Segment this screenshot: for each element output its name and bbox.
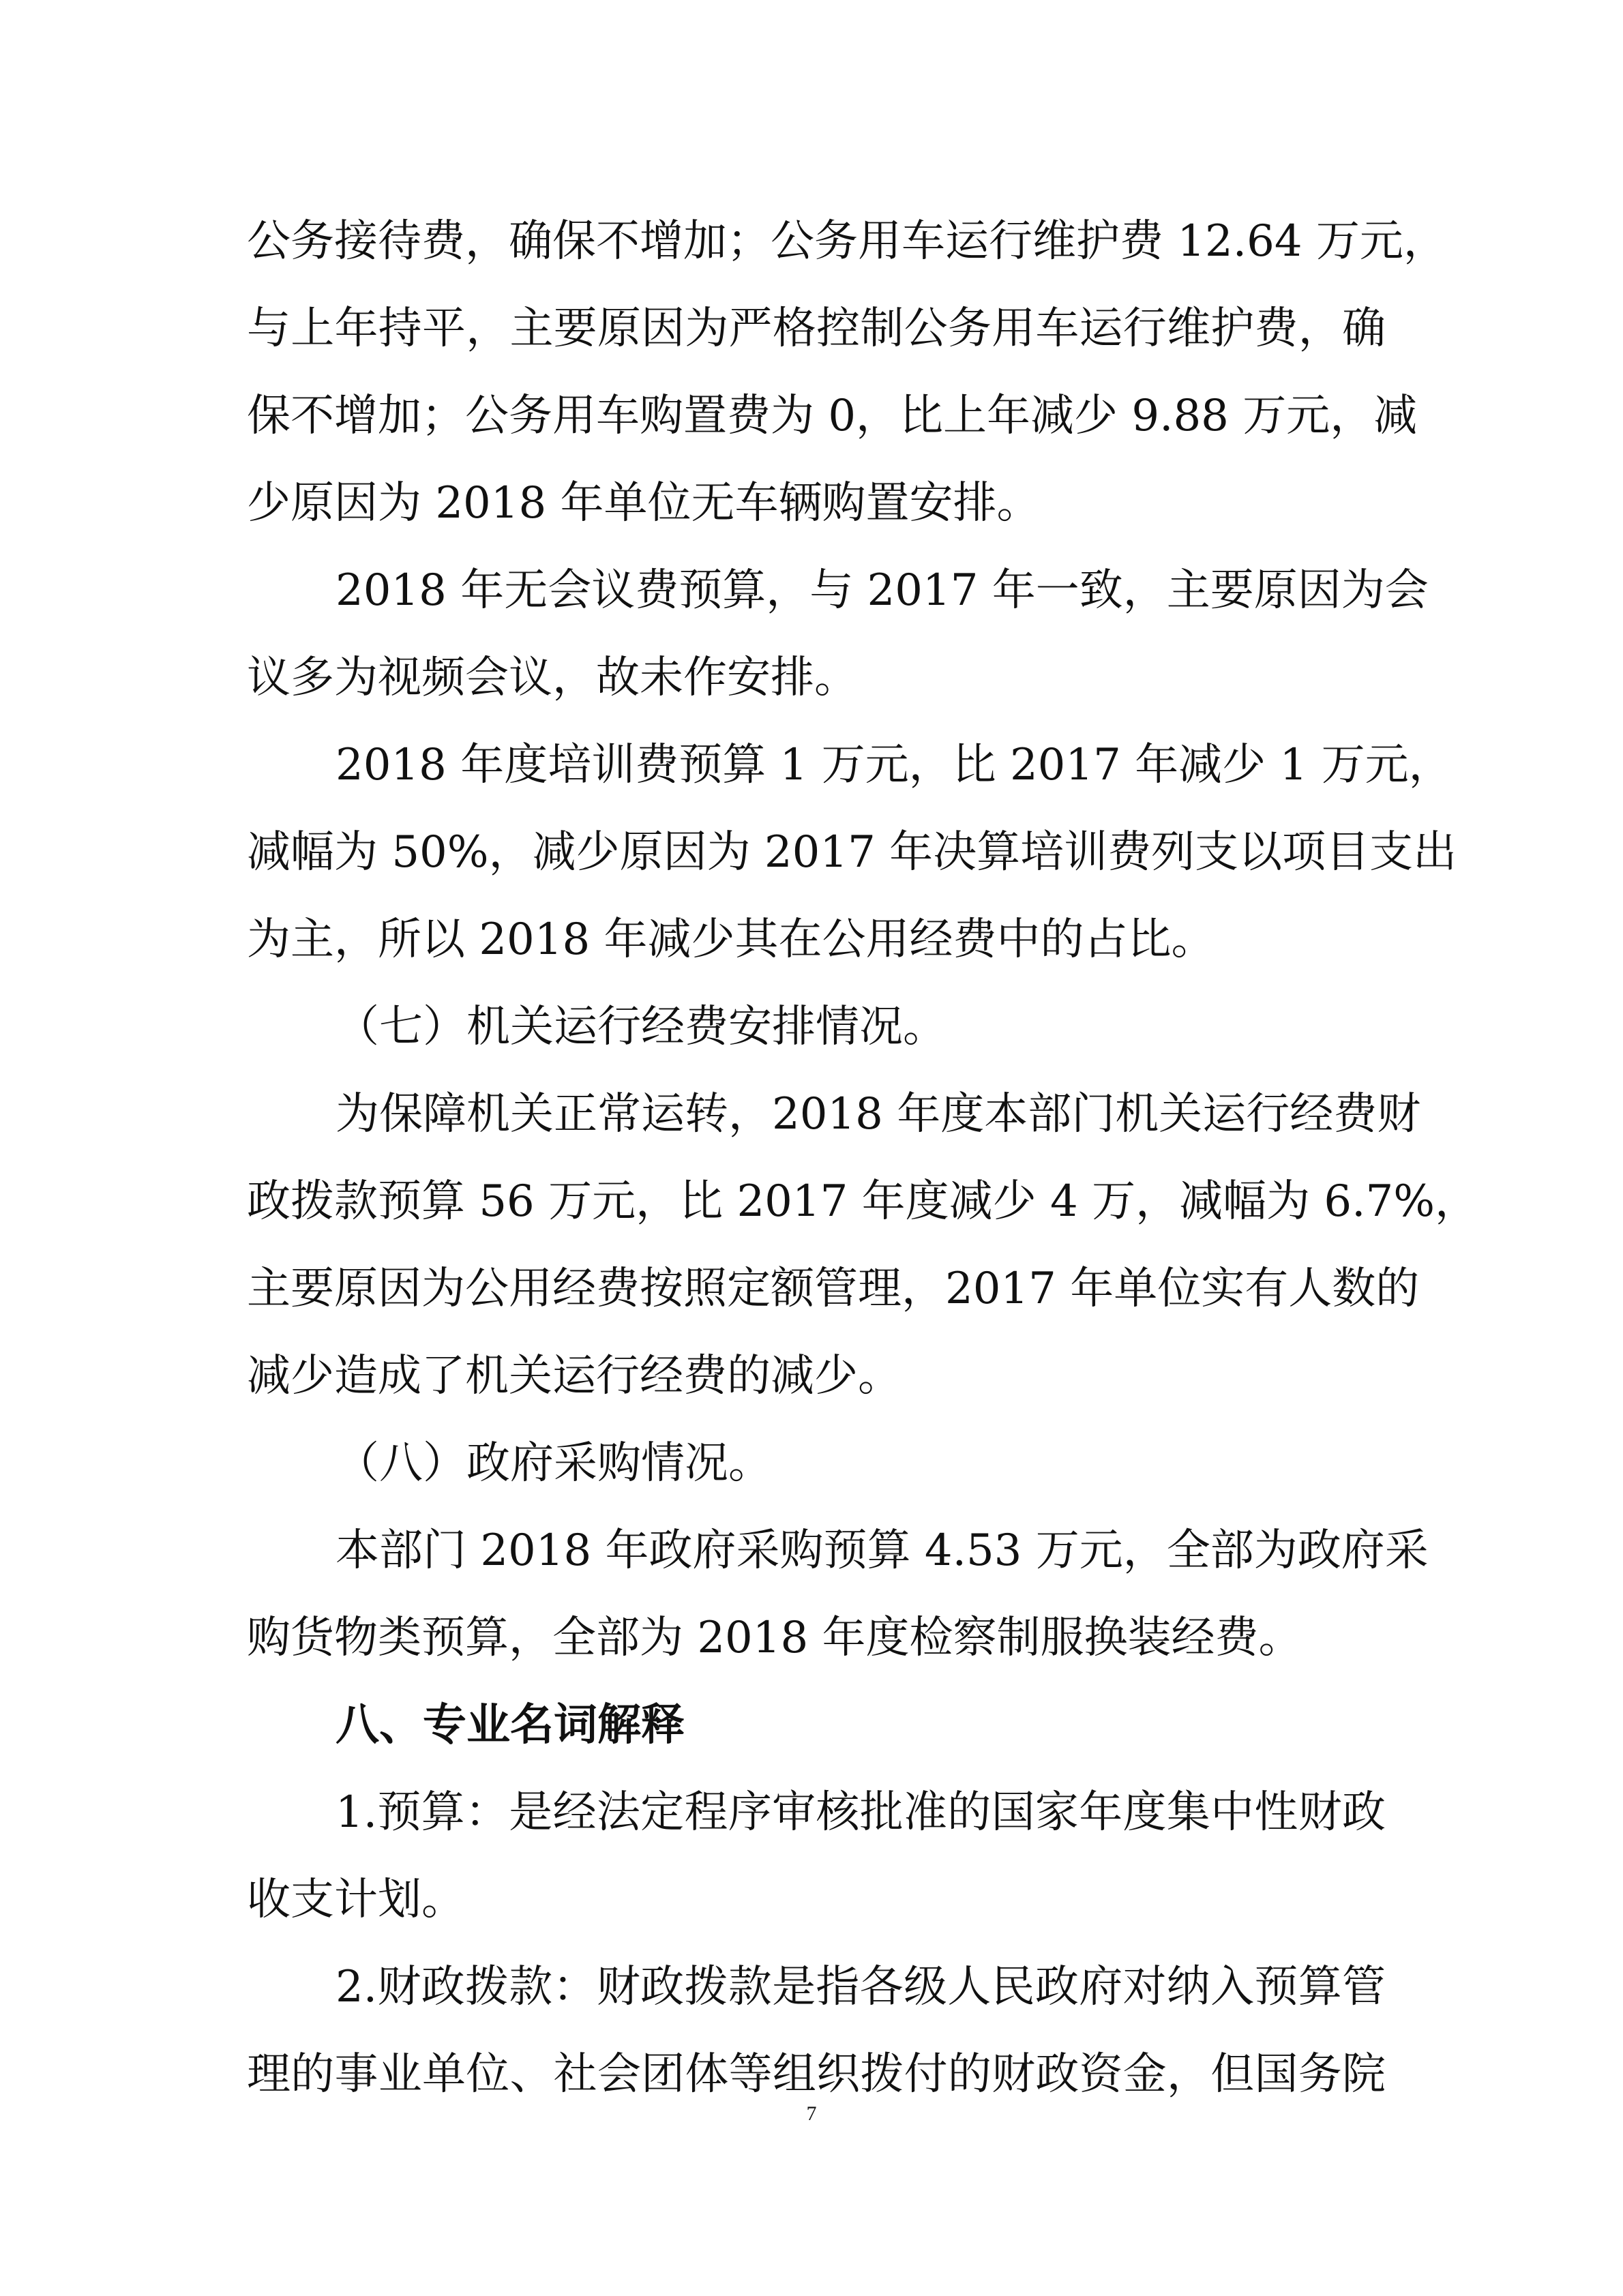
page-number: 7	[806, 2102, 817, 2125]
paragraph-line: 1.预算：是经法定程序审核批准的国家年度集中性财政	[336, 1787, 1386, 1838]
paragraph-line: 减幅为 50%，减少原因为 2017 年决算培训费列支以项目支出	[247, 827, 1457, 878]
paragraph-line: 政拨款预算 56 万元，比 2017 年度减少 4 万，减幅为 6.7%，	[247, 1176, 1479, 1227]
paragraph-line: 公务接待费，确保不增加；公务用车运行维护费 12.64 万元，	[247, 216, 1447, 267]
paragraph-line: 2.财政拨款：财政拨款是指各级人民政府对纳入预算管	[336, 1962, 1386, 2012]
paragraph-line: 购货物类预算，全部为 2018 年度检察制服换装经费。	[247, 1613, 1302, 1663]
section-subheading: （八）政府采购情况。	[336, 1438, 772, 1489]
paragraph-line: 本部门 2018 年政府采购预算 4.53 万元，全部为政府采	[336, 1525, 1429, 1576]
paragraph-line: 主要原因为公用经费按照定额管理，2017 年单位实有人数的	[247, 1264, 1420, 1314]
paragraph-line: 议多为视频会议，故未作安排。	[247, 653, 858, 703]
paragraph-line: 收支计划。	[247, 1875, 465, 1925]
paragraph-line: 少原因为 2018 年单位无车辆购置安排。	[247, 478, 1041, 528]
paragraph-line: 理的事业单位、社会团体等组织拨付的财政资金，但国务院	[247, 2049, 1386, 2100]
paragraph-line: 2018 年度培训费预算 1 万元，比 2017 年减少 1 万元，	[336, 740, 1453, 790]
paragraph-line: 为主，所以 2018 年减少其在公用经费中的占比。	[247, 914, 1215, 965]
paragraph-line: 2018 年无会议费预算，与 2017 年一致，主要原因为会	[336, 565, 1429, 616]
paragraph-line: 减少造成了机关运行经费的减少。	[247, 1351, 902, 1401]
section-heading: 八、专业名词解释	[336, 1700, 685, 1750]
paragraph-line: 与上年持平，主要原因为严格控制公务用车运行维护费，确	[247, 303, 1386, 354]
paragraph-line: 保不增加；公务用车购置费为 0，比上年减少 9.88 万元，减	[247, 391, 1418, 441]
paragraph-line: 为保障机关正常运转，2018 年度本部门机关运行经费财	[336, 1089, 1421, 1139]
section-subheading: （七）机关运行经费安排情况。	[336, 1002, 947, 1052]
